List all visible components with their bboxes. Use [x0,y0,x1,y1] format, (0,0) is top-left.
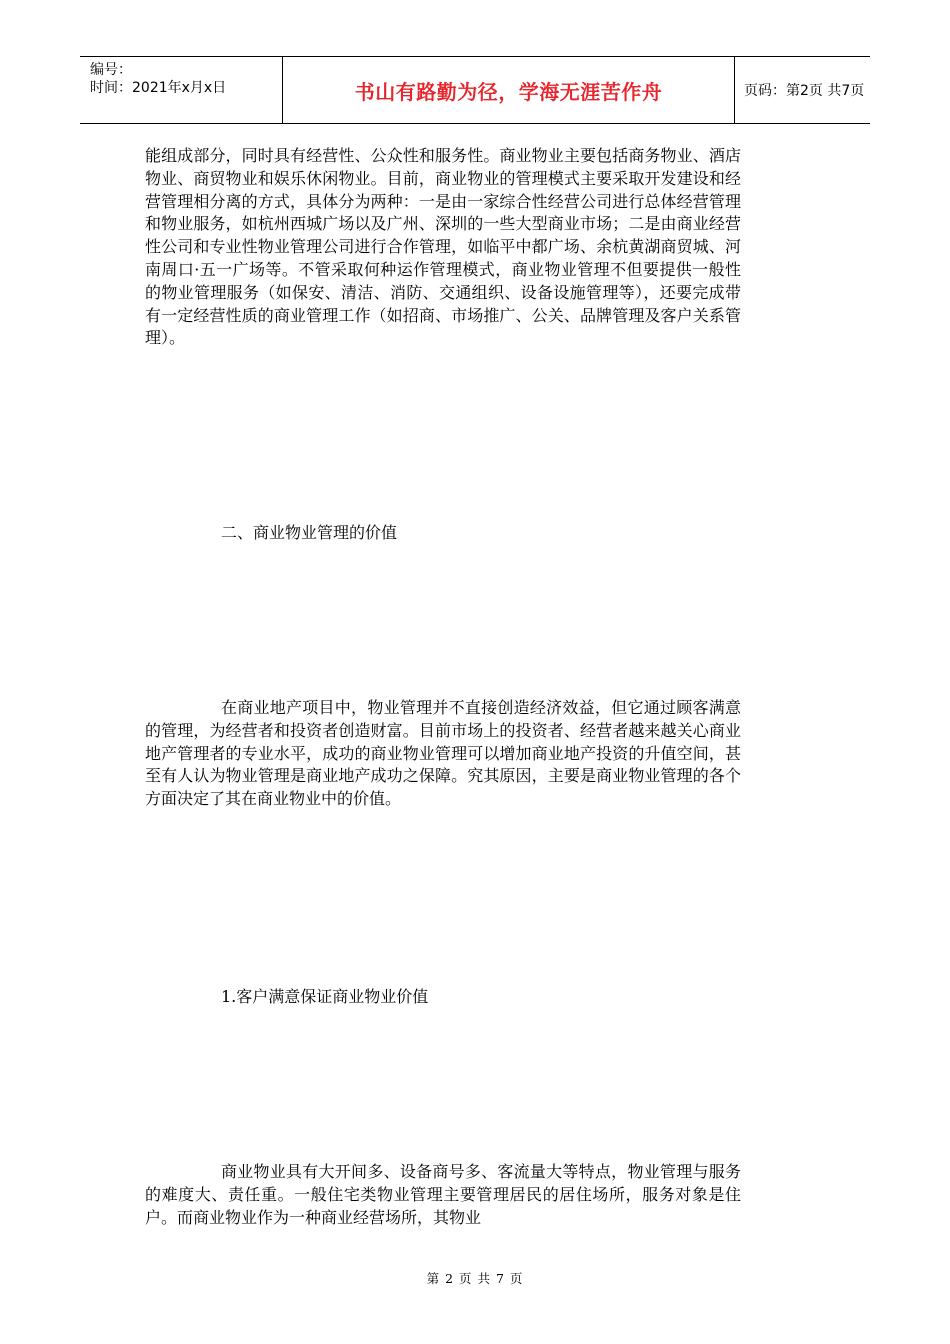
header-meta [80,57,283,123]
page-footer: 第 2 页 共 7 页 [426,1271,524,1286]
page-header [80,56,870,124]
header-page-info: 页码：第2页 共7页 [744,83,865,99]
subsection-heading: 1.客户满意保证商业物业价值 [221,987,429,1006]
body-paragraph-3: 商业物业具有大开间多、设备商号多、客流量大等特点，物业管理与服务的难度大、责任重。一般住宅类物业管理主要管理居民的居住场所，服务对象是住户。而商业物业作为一种商业经营场所，其物业 [145,1162,741,1227]
document-date: 时间：2021年x月x日 [90,80,227,96]
document-number-label: 编号： [90,62,132,78]
body-paragraph-2: 在商业地产项目中，物业管理并不直接创造经济效益，但它通过顾客满意的管理，为经营者和投资者创造财富。目前市场上的投资者、经营者越来越关心商业地产管理者的专业水平，成功的商业物业管理可以增加商业地产投资的升值空间，甚至有人认为物业管理是商业地产成功之保障。究其原因，主要是商业物业管理的各个方面决定了其在商业物业中的价值。 [145,698,741,809]
section-heading: 二、商业物业管理的价值 [221,523,398,542]
body-paragraph-1: 能组成部分，同时具有经营性、公众性和服务性。商业物业主要包括商务物业、酒店物业、商贸物业和娱乐休闲物业。目前，商业物业的管理模式主要采取开发建设和经营管理相分离的方式，具体分为两种：一是由一家综合性经营公司进行总体经营管理和物业服务，如杭州西城广场以及广州、深圳的一些大型商业市场；二是由商业经营性公司和专业性物业管理公司进行合作管理，如临平中都广场、余杭黄湖商贸城、河南周口·五一广场等。不管采取何种运作管理模式，商业物业管理不但要提供一般性的物业管理服务（如保安、清洁、消防、交通组织、设备设施管理等），还要完成带有一定经营性质的商业管理工作（如招商、市场推广、公关、品牌管理及客户关系管理）。 [145,146,741,348]
header-motto: 书山有路勤为径，学海无涯苦作舟 [283,57,735,123]
